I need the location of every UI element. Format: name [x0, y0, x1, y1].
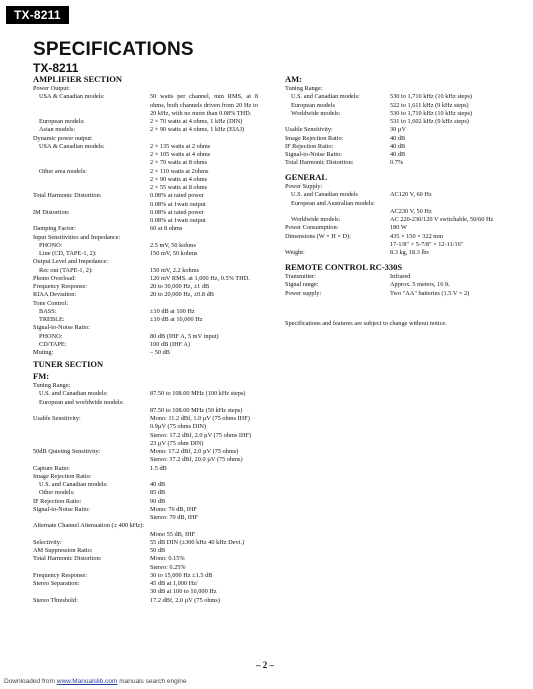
spec-value: 8.3 kg, 18.3 lbs [390, 249, 429, 256]
amplifier-spec-row [33, 333, 258, 341]
spec-label: TREBLE: [39, 316, 65, 323]
spec-value: Infrared [390, 273, 411, 280]
spec-value: 40 dB [390, 142, 406, 150]
spec-value: Two "AA" batteries (1.5 V × 2) [390, 289, 470, 297]
amplifier-spec-row [33, 184, 258, 192]
spec-label: Tuning Range: [285, 85, 323, 92]
am-spec-row [285, 159, 515, 167]
tuner-spec-row [33, 564, 258, 572]
amplifier-spec-row [33, 118, 258, 126]
general-spec-row [285, 224, 515, 232]
tuner-spec-row [33, 506, 258, 514]
tuner-spec-row [33, 547, 258, 555]
remote-spec-row [285, 290, 515, 298]
spec-value: 0.08% at 1watt output [150, 200, 206, 208]
amplifier-spec-row [33, 225, 258, 233]
amplifier-spec-row [33, 151, 258, 159]
spec-label: U.S. and Canadian models: [291, 93, 360, 101]
amplifier-spec-row [33, 267, 258, 275]
am-spec-row [285, 110, 515, 118]
spec-label: Signal-to-Noise Ratio: [285, 151, 342, 158]
spec-label: Dimensions (W × H × D): [285, 232, 351, 240]
page-number: – 2 – [256, 660, 274, 670]
spec-label: RIAA Deviation: [33, 291, 77, 299]
spec-label: BASS: [39, 307, 57, 315]
spec-label: IF Rejection Ratio: [285, 142, 334, 150]
spec-value: 55 dB DIN (±300 kHz 40 kHz Devi.) [150, 538, 245, 546]
spec-value: 1.5 dB [150, 464, 167, 472]
spec-value: 0.08% at rated power [150, 192, 204, 200]
spec-label: Total Harmonic Distortion: [285, 159, 354, 167]
spec-label: Dynamic power output: [33, 134, 93, 142]
amplifier-spec-row [33, 283, 258, 291]
spec-value: AC120 V, 60 Hz [390, 191, 432, 199]
spec-label: Power Supply: [285, 183, 323, 190]
spec-value: Stereo: 70 dB, IHF [150, 514, 198, 521]
spec-label: Stereo Threshold: [33, 596, 78, 604]
spec-value: ±10 dB at 100 Hz [150, 307, 195, 315]
spec-label: Image Rejection Ratio: [33, 472, 92, 480]
page-subtitle: TX-8211 [33, 61, 79, 75]
spec-value: 2 × 90 watts at 4 ohms, 1 kHz (EIAJ) [150, 126, 245, 134]
spec-value: Stereo: 37.2 dBf, 20.0 µV (75 ohms) [150, 456, 243, 464]
amplifier-section-title: AMPLIFIER SECTION [33, 74, 123, 84]
spec-label: Input Sensitivities and Impedance: [33, 233, 121, 241]
spec-value: 80 dB (IHF A, 5 mV input) [150, 332, 219, 340]
amplifier-spec-row [33, 85, 258, 93]
spec-value: 180 W [390, 224, 407, 232]
spec-label: Power supply: [285, 289, 322, 297]
spec-value: 530 to 1,710 kHz (10 kHz steps) [390, 109, 473, 117]
tuner-spec-row [33, 423, 258, 431]
general-spec-row [285, 191, 515, 199]
general-spec-row [285, 233, 515, 241]
spec-value: Mono: 11.2 dBf, 1.0 µV (75 ohms IHF) [150, 415, 250, 422]
spec-value: 20 to 20,000 Hz, ±0.8 dB [150, 291, 214, 299]
general-spec-row [285, 208, 515, 216]
spec-label: Total Harmonic Distortion: [33, 192, 102, 200]
spec-label: Phono Overload: [33, 274, 76, 282]
spec-label: U.S. and Canadian models: [39, 390, 108, 398]
footnote: Specifications and features are subject to change without notice. [285, 320, 447, 327]
spec-label: AM Suppression Ratio: [33, 547, 93, 554]
spec-label: Line (CD, TAPE-1, 2): [39, 250, 97, 257]
spec-label: Worldwide models: [291, 216, 341, 223]
spec-label: U.S. and Canadian models [291, 191, 358, 199]
spec-value: 87.50 to 108.00 MHz (50 kHz steps) [150, 406, 243, 414]
spec-value: AC230 V, 50 Hz [390, 207, 432, 215]
spec-value: 2 × 110 watts at 2ohms [150, 167, 209, 175]
tuner-spec-row [33, 539, 258, 547]
tuner-spec-row [33, 572, 258, 580]
spec-value: 2 × 55 watts at 8 ohms [150, 184, 208, 191]
spec-label: Image Rejection Ratio: [285, 134, 344, 142]
tuner-section-title: TUNER SECTION [33, 359, 104, 369]
amplifier-spec-row [33, 192, 258, 200]
spec-value: 87.50 to 108.00 MHz (100 kHz steps) [150, 390, 246, 398]
spec-label: Signal-to-Noise Ratio: [33, 324, 90, 332]
amplifier-spec-row [33, 324, 258, 332]
amplifier-spec-row [33, 201, 258, 209]
am-spec-row [285, 102, 515, 110]
spec-value: 2 × 90 watts at 4 ohms [150, 175, 208, 183]
am-spec-row [285, 85, 515, 93]
tuner-spec-row [33, 580, 258, 588]
spec-value: 85 dB [150, 489, 166, 497]
spec-value: 40 dB [390, 134, 406, 142]
spec-value: 150 mV, 2.2 kohms [150, 266, 200, 274]
amplifier-spec-row [33, 291, 258, 299]
spec-label: Stereo Separation: [33, 580, 80, 587]
spec-label: 50dB Quieting Sensitivity: [33, 448, 101, 455]
spec-value: 30 dB at 100 to 10,000 Hz [150, 588, 217, 596]
tuner-spec-row [33, 597, 258, 605]
spec-value: 0.08% at 1watt output [150, 217, 206, 224]
spec-value: 522 to 1,611 kHz (9 kHz steps) [390, 101, 469, 109]
spec-label: Muting: [33, 349, 54, 356]
spec-label: Transmitter: [285, 273, 316, 280]
general-spec-row [285, 183, 515, 191]
spec-value: 120 mV RMS. at 1,000 Hz, 0.5% THD. [150, 274, 250, 282]
tuner-spec-row [33, 448, 258, 456]
spec-label: Selectivity: [33, 538, 62, 546]
am-spec-row [285, 118, 515, 126]
spec-value: 17.2 dBf, 2.0 µV (75 ohms) [150, 596, 220, 604]
spec-label: Signal-to-Noise Ratio: [33, 505, 90, 513]
spec-value: 2 × 135 watts at 2 ohms [150, 142, 211, 150]
amplifier-spec-list [33, 85, 258, 357]
general-spec-list [285, 183, 515, 257]
spec-label: Usable Sensitivity: [285, 126, 333, 134]
amplifier-spec-row [33, 341, 258, 349]
amplifier-spec-row [33, 275, 258, 283]
spec-value: 531 to 1,602 kHz (9 kHz steps) [390, 118, 469, 125]
spec-label: Rec out (TAPE-1, 2): [39, 266, 93, 274]
amplifier-spec-row [33, 258, 258, 266]
amplifier-spec-row [33, 143, 258, 151]
amplifier-spec-row [33, 349, 258, 357]
tuner-spec-row [33, 390, 258, 398]
spec-value: Stereo: 17.2 dBf, 2.0 µV (75 ohms IHF) [150, 431, 252, 439]
spec-value: 50 dB [150, 547, 166, 554]
fm-subsection-title: FM: [33, 371, 50, 381]
spec-value: Stereo: 0.25% [150, 563, 186, 571]
am-spec-row [285, 143, 515, 151]
spec-value: 2 × 70 watts at 8 ohms [150, 159, 208, 167]
spec-value: 150 mV, 50 kohms [150, 250, 198, 257]
spec-value: 45 dB at 1,000 Hz/ [150, 580, 198, 587]
spec-label: European and Australian models: [291, 199, 375, 207]
am-spec-list [285, 85, 515, 168]
amplifier-spec-row [33, 209, 258, 217]
tuner-spec-row [33, 382, 258, 390]
spec-value: 90 dB [150, 497, 166, 505]
spec-value: Mono: 17.2 dBf, 2.0 µV (75 ohms) [150, 448, 239, 455]
spec-value: 40 dB [390, 151, 406, 158]
tuner-spec-row [33, 588, 258, 596]
general-spec-row [285, 241, 515, 249]
tuner-spec-row [33, 522, 258, 530]
amplifier-spec-row [33, 159, 258, 167]
spec-label: Tuning Range: [33, 382, 71, 389]
spec-value: 50 watts per channel, min RMS, at 8 ohms, both channels driven from 20 Hz to 20 kHz, with no more than 0.08% THD. [150, 93, 258, 117]
spec-value: 30 to 15,000 Hz ±1.5 dB [150, 571, 213, 579]
page-title: SPECIFICATIONS [33, 39, 194, 60]
spec-label: Alternate Channel Attenuation (± 400 kHz): [33, 522, 144, 530]
spec-value: 40 dB [150, 481, 166, 488]
amplifier-spec-row [33, 308, 258, 316]
spec-value: AC 220-230/120 V switchable, 50/60 Hz [390, 216, 494, 223]
spec-value: 100 dB (IHF A) [150, 340, 191, 348]
spec-value: 435 × 150 × 322 mm [390, 232, 444, 240]
watermark-prefix: Downloaded from [4, 678, 57, 685]
remote-spec-list [285, 273, 515, 298]
spec-label: USA & Canadian models: [39, 142, 105, 150]
amplifier-spec-row [33, 300, 258, 308]
spec-value: Mono: 76 dB, IHF [150, 505, 197, 513]
general-section-title: GENERAL [285, 172, 328, 182]
spec-label: European and worldwide models: [39, 398, 124, 406]
tuner-spec-row [33, 407, 258, 415]
spec-value: 23 µV (75 ohm DIN) [150, 439, 204, 447]
spec-value: 0.9µV (75 ohms DIN) [150, 423, 206, 431]
tuner-spec-row [33, 399, 258, 407]
amplifier-spec-row [33, 234, 258, 242]
spec-value: 30 µV [390, 126, 407, 134]
amplifier-spec-row [33, 176, 258, 184]
spec-label: Other models: [39, 489, 75, 497]
spec-value: 0.08% at rated power [150, 208, 204, 216]
tuner-spec-row [33, 456, 258, 464]
spec-label: Other area models: [39, 167, 87, 175]
remote-spec-row [285, 281, 515, 289]
spec-value: Approx. 5 meters, 16 ft. [390, 281, 451, 289]
tuner-spec-row [33, 514, 258, 522]
general-spec-row [285, 249, 515, 257]
spec-label: PHONO: [39, 241, 63, 249]
tuner-spec-row [33, 473, 258, 481]
spec-value: 17-1/8" × 5-7/8" × 12-11/16" [390, 240, 464, 248]
spec-value: 2.5 mV, 50 kohms [150, 241, 196, 249]
tuner-spec-row [33, 498, 258, 506]
spec-label: Asian models: [39, 126, 76, 134]
spec-label: Damping Factor: [33, 225, 76, 233]
spec-value: 0.7% [390, 159, 404, 167]
spec-label: European models: [39, 118, 85, 125]
tuner-spec-row [33, 415, 258, 423]
spec-label: USA & Canadian models: [39, 93, 105, 101]
amplifier-spec-row [33, 242, 258, 250]
amplifier-spec-row [33, 126, 258, 134]
spec-label: CD/TAPE: [39, 340, 67, 348]
spec-label: Worldwide models: [291, 109, 341, 117]
spec-label: IF Rejection Ratio: [33, 497, 82, 505]
tuner-spec-row [33, 440, 258, 448]
spec-value: ±10 dB at 10,000 Hz [150, 316, 203, 323]
spec-label: Output Level and Impedance: [33, 258, 109, 266]
am-spec-row [285, 93, 515, 101]
tuner-spec-row [33, 531, 258, 539]
spec-label: U.S. and Canadian models: [39, 481, 108, 488]
tuner-spec-row [33, 432, 258, 440]
model-tag: TX-8211 [6, 6, 69, 24]
am-spec-row [285, 126, 515, 134]
spec-value: Mono 55 dB, IHF [150, 530, 196, 538]
am-spec-row [285, 135, 515, 143]
remote-spec-row [285, 273, 515, 281]
tuner-spec-row [33, 555, 258, 563]
tuner-spec-row [33, 465, 258, 473]
remote-section-title: REMOTE CONTROL RC-330S [285, 262, 403, 272]
spec-value: 60 at 8 ohms [150, 225, 183, 233]
tuner-spec-row [33, 489, 258, 497]
spec-label: Usable Sensitivity: [33, 415, 81, 422]
amplifier-spec-row [33, 168, 258, 176]
spec-value: 530 to 1,710 kHz (10 kHz steps) [390, 93, 473, 101]
tuner-spec-list [33, 382, 258, 605]
spec-value: 20 to 30,000 Hz, ±1 dB [150, 283, 210, 290]
spec-label: Power Consumption: [285, 224, 339, 232]
spec-label: Tone Control: [33, 299, 69, 307]
spec-label: PHONO: [39, 332, 63, 340]
general-spec-row [285, 200, 515, 208]
am-subsection-title: AM: [285, 74, 302, 84]
spec-label: Signal range: [285, 281, 319, 289]
tuner-spec-row [33, 481, 258, 489]
amplifier-spec-row [33, 316, 258, 324]
spec-label: European models [291, 101, 335, 109]
spec-label: Frequency Response: [33, 283, 88, 290]
spec-value: Mono: 0.15% [150, 555, 185, 563]
spec-label: Frequency Response: [33, 571, 88, 579]
spec-label: IM Distortion: [33, 208, 70, 216]
amplifier-spec-row [33, 135, 258, 143]
spec-value: 2 × 105 watts at 4 ohms [150, 151, 211, 158]
spec-label: Power Output: [33, 85, 70, 92]
download-watermark [4, 678, 186, 685]
spec-value: 2 × 70 watts at 4 ohms, 1 kHz (DIN) [150, 118, 243, 125]
spec-label: Weight: [285, 249, 305, 256]
amplifier-spec-row [33, 217, 258, 225]
spec-label: Capture Ratio: [33, 464, 70, 472]
watermark-suffix: manuals search engine [117, 678, 187, 685]
spec-label: Total Harmonic Distortion: [33, 555, 102, 563]
am-spec-row [285, 151, 515, 159]
amplifier-spec-row [33, 93, 258, 118]
amplifier-spec-row [33, 250, 258, 258]
spec-value: – 50 dB [150, 349, 170, 356]
watermark-link[interactable]: www.Manualslib.com [56, 678, 118, 685]
general-spec-row [285, 216, 515, 224]
